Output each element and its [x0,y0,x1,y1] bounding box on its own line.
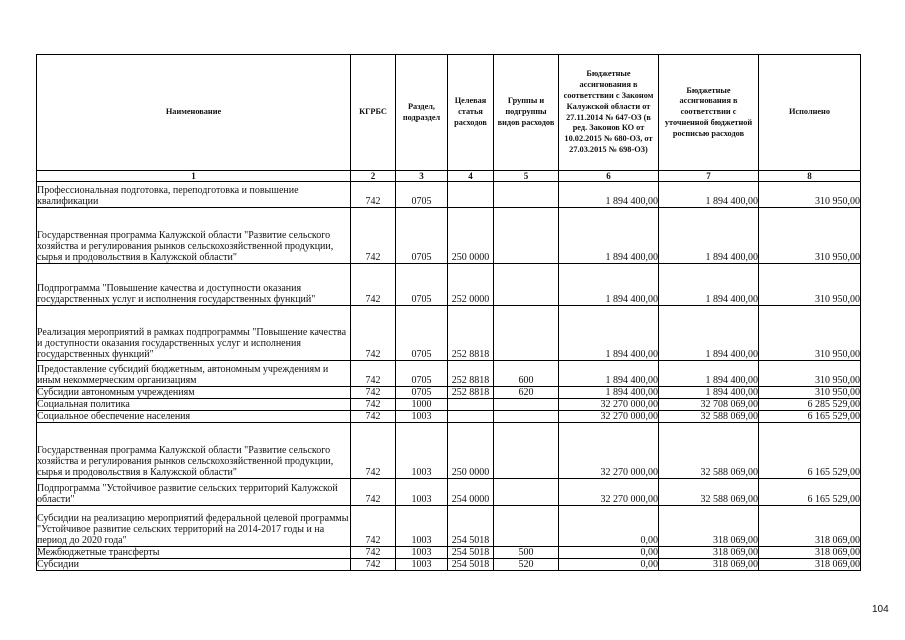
row-rospis: 1 894 400,00 [659,208,759,264]
row-zakon: 1 894 400,00 [559,306,659,361]
column-number: 8 [759,171,861,182]
table-row [37,399,861,411]
row-razdel: 1003 [396,423,448,479]
row-ispolneno: 318 069,00 [759,547,861,559]
row-statya: 252 8818 [448,387,494,399]
row-rospis: 318 069,00 [659,506,759,547]
row-vid: 500 [494,547,559,559]
row-kgrbs: 742 [351,264,396,306]
row-razdel: 1003 [396,411,448,423]
column-number: 3 [396,171,448,182]
table-row [37,411,861,423]
row-zakon: 32 270 000,00 [559,479,659,506]
column-number: 7 [659,171,759,182]
table-row [37,387,861,399]
row-zakon: 0,00 [559,559,659,571]
row-name: Государственная программа Калужской области "Развитие сельского хозяйства и регулирования рынков сельскохозяйственной продукции, сырья и продовольствия в Калужской области" [37,208,351,264]
row-vid [494,182,559,208]
row-ispolneno: 310 950,00 [759,387,861,399]
row-statya [448,411,494,423]
row-razdel: 1003 [396,547,448,559]
row-ispolneno: 310 950,00 [759,264,861,306]
row-razdel: 1000 [396,399,448,411]
row-statya: 252 0000 [448,264,494,306]
row-vid [494,423,559,479]
row-statya [448,399,494,411]
row-ispolneno: 310 950,00 [759,182,861,208]
row-vid: 520 [494,559,559,571]
row-zakon: 1 894 400,00 [559,182,659,208]
row-ispolneno: 310 950,00 [759,306,861,361]
column-number: 4 [448,171,494,182]
row-kgrbs: 742 [351,399,396,411]
row-vid [494,479,559,506]
column-number: 1 [37,171,351,182]
row-vid: 620 [494,387,559,399]
row-zakon: 32 270 000,00 [559,411,659,423]
row-rospis: 1 894 400,00 [659,361,759,387]
table-row [37,182,861,208]
row-name: Подпрограмма "Устойчивое развитие сельских территорий Калужской области" [37,479,351,506]
row-statya: 252 8818 [448,306,494,361]
row-ispolneno: 310 950,00 [759,361,861,387]
row-kgrbs: 742 [351,387,396,399]
header-name: Наименование [37,55,351,171]
row-vid [494,411,559,423]
row-zakon: 1 894 400,00 [559,361,659,387]
row-statya: 250 0000 [448,208,494,264]
row-zakon: 0,00 [559,547,659,559]
row-kgrbs: 742 [351,479,396,506]
table-row [37,479,861,506]
row-kgrbs: 742 [351,182,396,208]
header-rospis: Бюджетные ассигнования в соответствии с уточненной бюджетной росписью расходов [659,55,759,171]
column-number: 6 [559,171,659,182]
row-vid [494,208,559,264]
row-zakon: 1 894 400,00 [559,264,659,306]
table-row [37,506,861,547]
row-razdel: 0705 [396,387,448,399]
row-ispolneno: 6 165 529,00 [759,411,861,423]
row-zakon: 1 894 400,00 [559,387,659,399]
budget-table [36,54,861,571]
row-name: Социальное обеспечение населения [37,411,351,423]
row-rospis: 32 588 069,00 [659,479,759,506]
row-name: Субсидии автономным учреждениям [37,387,351,399]
row-statya [448,182,494,208]
row-rospis: 1 894 400,00 [659,264,759,306]
row-rospis: 1 894 400,00 [659,306,759,361]
header-kgrbs: КГРБС [351,55,396,171]
row-statya: 254 5018 [448,506,494,547]
row-ispolneno: 6 285 529,00 [759,399,861,411]
column-number: 2 [351,171,396,182]
row-razdel: 0705 [396,182,448,208]
table-row [37,264,861,306]
row-name: Субсидии [37,559,351,571]
row-vid: 600 [494,361,559,387]
row-statya: 254 0000 [448,479,494,506]
row-name: Межбюджетные трансферты [37,547,351,559]
row-rospis: 318 069,00 [659,547,759,559]
header-statya: Целевая статья расходов [448,55,494,171]
table-row [37,559,861,571]
row-kgrbs: 742 [351,411,396,423]
row-kgrbs: 742 [351,547,396,559]
row-vid [494,506,559,547]
row-statya: 254 5018 [448,547,494,559]
row-kgrbs: 742 [351,559,396,571]
row-zakon: 1 894 400,00 [559,208,659,264]
row-name: Предоставление субсидий бюджетным, автономным учреждениям и иным некоммерческим организациям [37,361,351,387]
row-statya: 254 5018 [448,559,494,571]
column-number-row [37,171,861,182]
row-rospis: 318 069,00 [659,559,759,571]
row-rospis: 32 708 069,00 [659,399,759,411]
header-vid: Группы и подгруппы видов расходов [494,55,559,171]
row-rospis: 1 894 400,00 [659,387,759,399]
table-row [37,361,861,387]
row-razdel: 1003 [396,506,448,547]
header-ispolneno: Исполнено [759,55,861,171]
row-razdel: 0705 [396,306,448,361]
table-row [37,306,861,361]
row-kgrbs: 742 [351,361,396,387]
row-kgrbs: 742 [351,506,396,547]
row-vid [494,306,559,361]
row-vid [494,264,559,306]
row-ispolneno: 318 069,00 [759,559,861,571]
row-razdel: 0705 [396,208,448,264]
row-zakon: 32 270 000,00 [559,399,659,411]
row-statya: 250 0000 [448,423,494,479]
row-name: Реализация мероприятий в рамках подпрограммы "Повышение качества и доступности оказания государственных услуг и исполнения государственных функций" [37,306,351,361]
header-row [37,55,861,171]
page-number: 104 [872,604,889,615]
row-kgrbs: 742 [351,423,396,479]
row-kgrbs: 742 [351,306,396,361]
row-vid [494,399,559,411]
header-razdel: Раздел, подраздел [396,55,448,171]
table-row [37,208,861,264]
row-razdel: 0705 [396,361,448,387]
row-ispolneno: 6 165 529,00 [759,423,861,479]
row-zakon: 0,00 [559,506,659,547]
row-razdel: 0705 [396,264,448,306]
row-name: Социальная политика [37,399,351,411]
column-number: 5 [494,171,559,182]
table-row [37,423,861,479]
row-rospis: 32 588 069,00 [659,423,759,479]
row-name: Субсидии на реализацию мероприятий федеральной целевой программы "Устойчивое развитие сельских территорий на 2014-2017 годы и на период до 2020 года" [37,506,351,547]
row-razdel: 1003 [396,479,448,506]
table-row [37,547,861,559]
row-name: Подпрограмма "Повышение качества и доступности оказания государственных услуг и исполнения государственных функций" [37,264,351,306]
row-kgrbs: 742 [351,208,396,264]
row-ispolneno: 310 950,00 [759,208,861,264]
row-ispolneno: 318 069,00 [759,506,861,547]
row-zakon: 32 270 000,00 [559,423,659,479]
row-rospis: 32 588 069,00 [659,411,759,423]
row-razdel: 1003 [396,559,448,571]
row-name: Государственная программа Калужской области "Развитие сельского хозяйства и регулирования рынков сельскохозяйственной продукции, сырья и продовольствия в Калужской области" [37,423,351,479]
header-zakon: Бюджетные ассигнования в соответствии с Законом Калужской области от 27.11.2014 № 647-ОЗ (в ред. Законов КО от 10.02.2015 № 680-ОЗ, от 27.03.2015 № 698-ОЗ) [559,55,659,171]
row-rospis: 1 894 400,00 [659,182,759,208]
row-name: Профессиональная подготовка, переподготовка и повышение квалификации [37,182,351,208]
row-statya: 252 8818 [448,361,494,387]
row-ispolneno: 6 165 529,00 [759,479,861,506]
